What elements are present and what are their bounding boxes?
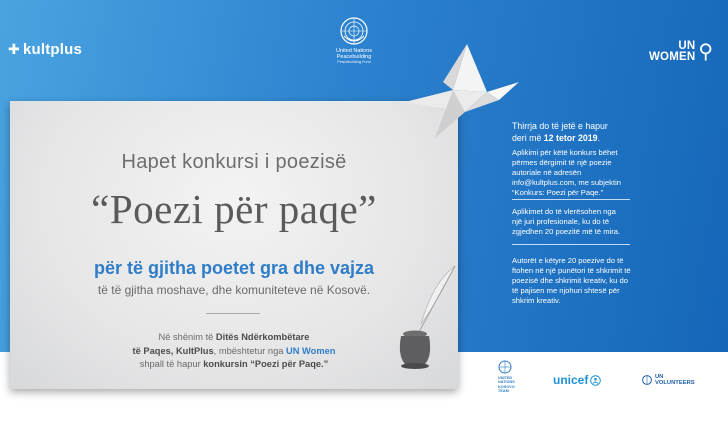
unv-line2: VOLUNTEERS [655, 380, 695, 386]
footer-text-2: , mbështetur nga [213, 345, 287, 356]
footer-unwomen: UN Women [286, 345, 336, 356]
unwomen-logo-icon: ⚲ [698, 41, 714, 63]
unicef-logo [553, 373, 601, 387]
card-title: “Poezi për paqe” [91, 186, 377, 232]
kultplus-logo [8, 41, 82, 58]
deadline-post: . [597, 132, 601, 143]
un-kosovo-line1: UNITED [498, 376, 513, 380]
paper-dove-icon [395, 42, 525, 142]
info-paragraph-3: Autorët e këtyre 20 poezive do të ftohen në një punëtori të shkrimit të poezisë dhe shkrimit kreativ, ku do të pajisen me njohuri shtesë për shkrim kreativ. [512, 256, 631, 305]
deadline-pre: deri më [512, 132, 544, 143]
info-paragraph-2: Aplikimet do të vlerësohen nga një juri profesionale, ku do të zgjedhen 20 poezitë më të mira. [512, 207, 621, 236]
deadline-text [512, 121, 702, 144]
footer-bold-2: të Paqes, KultPlus [132, 345, 214, 356]
card-divider [206, 313, 260, 314]
un-kosovo-line2: NATIONS [498, 380, 515, 385]
un-kosovo-team-logo [498, 360, 515, 393]
footer-bold-3: konkursin “Poezi për Paqe.” [203, 359, 329, 369]
footer-bold-1: Ditës Ndërkombëtare [215, 332, 310, 342]
unv-icon [642, 375, 652, 385]
un-kosovo-line3: KOSOVO [498, 384, 515, 389]
unwomen-line1: UN [678, 40, 696, 52]
info-divider-1 [512, 199, 630, 200]
footer-text-3: shpall të hapur [139, 359, 204, 369]
unicef-text: unicef [553, 373, 589, 387]
unv-logo [642, 374, 695, 386]
poster-card [10, 101, 458, 389]
card-footer [10, 331, 458, 372]
unicef-icon [590, 375, 601, 386]
info-paragraph-1: Aplikimi për këtë konkurs bëhet përmes dërgimit të një poezie autoriale në adresën info@kultplus.com, me subjektin “Konkurs: Poezi për Paqe.” [512, 148, 622, 197]
info-divider-2 [512, 244, 630, 245]
un-peacebuilding-fund: Peacebuilding Fund [337, 60, 371, 64]
un-kosovo-line4: TEAM [498, 388, 509, 393]
unwomen-logo [649, 41, 713, 63]
un-emblem-icon [339, 16, 369, 46]
un-emblem-small-icon [498, 360, 512, 374]
un-peacebuilding-title: United Nations Peacebuilding [335, 48, 373, 60]
kultplus-logo-text: kultplus [22, 41, 83, 58]
deadline-date: 12 tetor 2019 [543, 132, 598, 143]
unwomen-line2: WOMEN [649, 51, 696, 63]
card-tagline: për të gjitha poetet gra dhe vajza [93, 258, 375, 278]
footer-text-1: Në shënim të [158, 332, 216, 342]
un-peacebuilding-logo [326, 16, 382, 65]
unv-line1: UN [655, 374, 664, 380]
kultplus-logo-icon: ✚ [8, 41, 20, 57]
inkpot-quill-icon [393, 262, 463, 372]
card-subtitle: Hapet konkursi i poezisë [121, 151, 347, 173]
card-subtagline: të të gjitha moshave, dhe komuniteteve në Kosovë. [97, 283, 371, 297]
deadline-line1: Thirrja do të jetë e hapur [512, 121, 608, 131]
